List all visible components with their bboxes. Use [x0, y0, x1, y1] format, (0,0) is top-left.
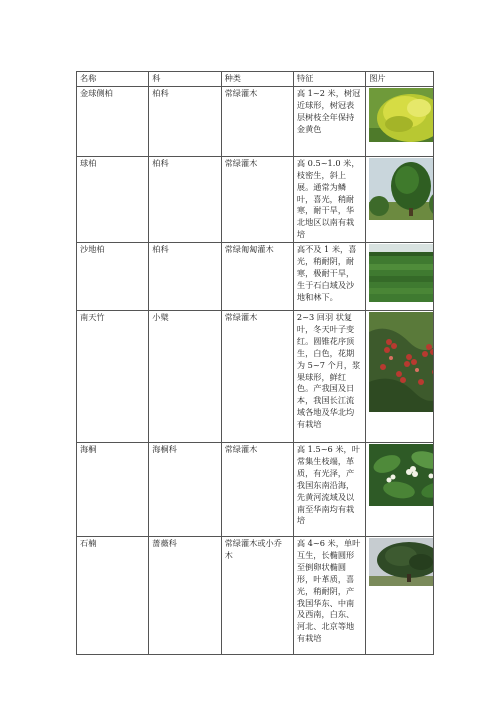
table-row — [77, 86, 434, 156]
plant-type: 常绿灌木或小乔木 — [221, 537, 293, 655]
table-row — [77, 443, 434, 537]
plant-name: 海桐 — [77, 443, 149, 537]
header-type: 种类 — [221, 72, 293, 87]
plant-image-cell — [366, 86, 434, 156]
plant-family: 蔷薇科 — [149, 537, 221, 655]
header-image: 图片 — [366, 72, 434, 87]
plant-family: 柏科 — [149, 156, 221, 242]
plant-image-cell — [366, 311, 434, 443]
plant-family: 海桐科 — [149, 443, 221, 537]
plant-type: 常绿匍匐灌木 — [221, 243, 293, 311]
plant-feature: 高 0.5~1.0 米，枝密生，斜上展。通常为鳞叶，喜光，稍耐寒，耐干旱，华北地区以南有栽培 — [293, 156, 365, 242]
header-name: 名称 — [77, 72, 149, 87]
header-family: 科 — [149, 72, 221, 87]
table-row — [77, 243, 434, 311]
plant-type: 常绿灌木 — [221, 443, 293, 537]
photinia-photo — [369, 538, 433, 586]
plant-feature: 高 4~6 米，单叶互生，长椭圆形至倒卵状椭圆形，叶革质，喜光，稍耐阴，产我国华东、中南及西南，白东、河北、北京等地有栽培 — [293, 537, 365, 655]
table-row — [77, 156, 434, 242]
plant-family: 柏科 — [149, 86, 221, 156]
plant-type: 常绿灌木 — [221, 156, 293, 242]
plant-name: 球柏 — [77, 156, 149, 242]
golden-arborvitae-photo — [369, 88, 433, 142]
plant-name: 石楠 — [77, 537, 149, 655]
plant-feature: 高 1.5~6 米，叶常集生枝端，革质，有光泽，产我国东南沿海，先黄河流域及以南至华南均有栽培 — [293, 443, 365, 537]
plant-image-cell — [366, 243, 434, 311]
plant-type: 常绿灌木 — [221, 86, 293, 156]
plant-feature: 高 1~2 米，树冠近球形，树冠表层树枝全年保持金黄色 — [293, 86, 365, 156]
plant-feature: 高不及 1 米，喜光，稍耐阴，耐寒，极耐干旱，生于石白域及沙地和林下。 — [293, 243, 365, 311]
plant-table — [76, 71, 434, 655]
plant-name: 南天竹 — [77, 311, 149, 443]
table-header-row — [77, 72, 434, 87]
plant-family: 柏科 — [149, 243, 221, 311]
plant-image-cell — [366, 443, 434, 537]
sabina-vulgaris-photo — [369, 244, 433, 302]
table-row — [77, 537, 434, 655]
plant-type: 常绿灌木 — [221, 311, 293, 443]
plant-family: 小檗 — [149, 311, 221, 443]
nandina-photo — [369, 312, 433, 412]
plant-image-cell — [366, 156, 434, 242]
pittosporum-photo — [369, 444, 433, 506]
plant-name: 沙地柏 — [77, 243, 149, 311]
globe-cypress-photo — [369, 158, 433, 220]
header-feature: 特征 — [293, 72, 365, 87]
plant-feature: 2~3 回羽 状复叶，冬天叶子变红。圆锥花序顶生，白色，花期为 5~7 个月，浆果球形，鲜红色。产我国及日本，我国长江流域各地及华北均有栽培 — [293, 311, 365, 443]
plant-name: 金球侧柏 — [77, 86, 149, 156]
table-row — [77, 311, 434, 443]
plant-image-cell — [366, 537, 434, 655]
